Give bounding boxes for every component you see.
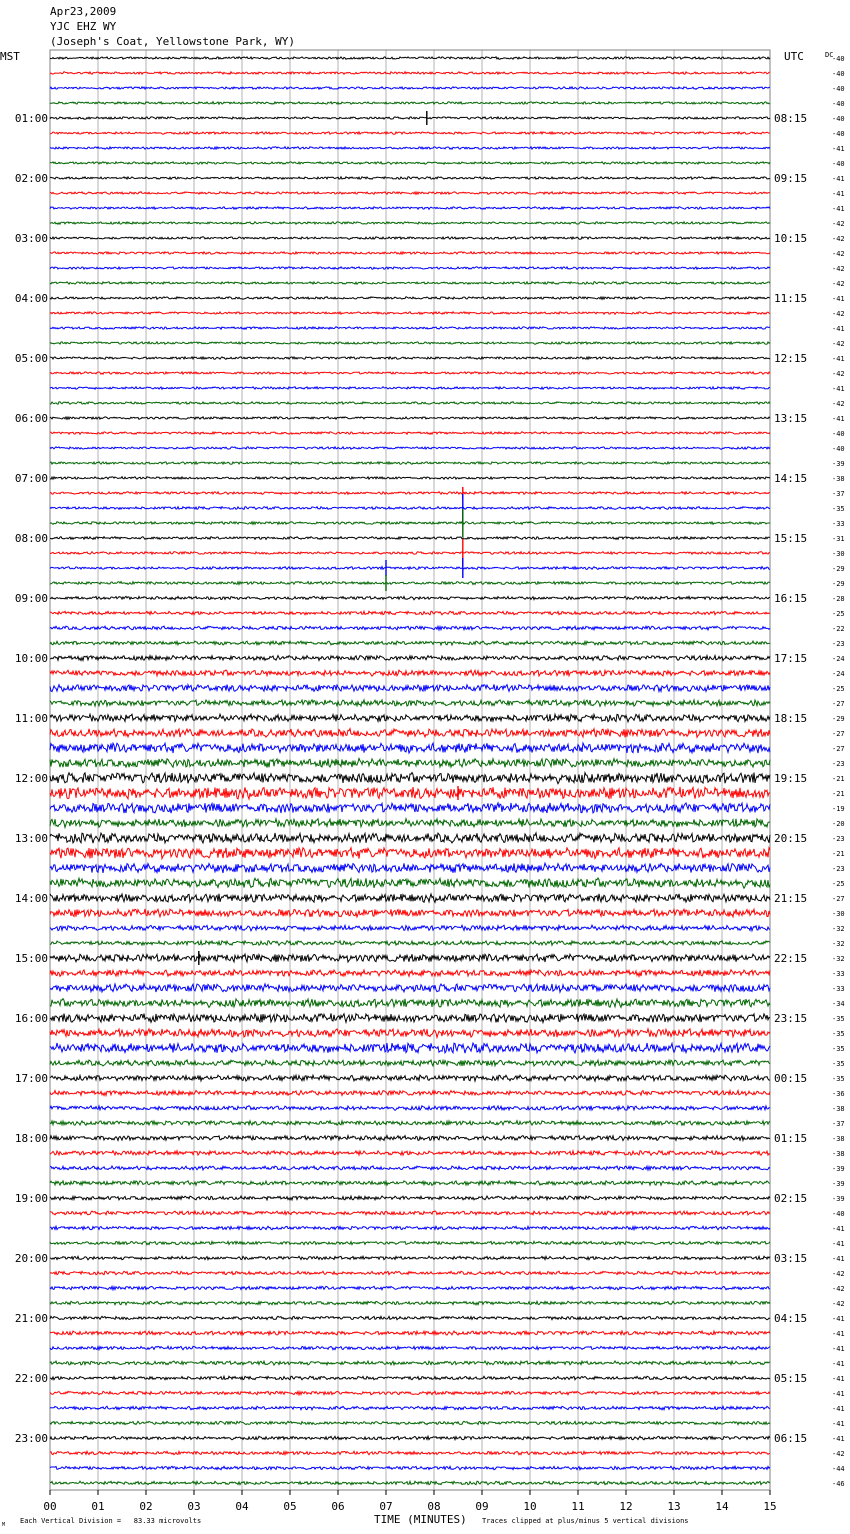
dc-offset-label: -41: [832, 1390, 845, 1398]
dc-offset-label: -35: [832, 505, 845, 513]
dc-offset-label: -40: [832, 115, 845, 123]
left-hour-label: 07:00: [14, 472, 48, 485]
trace-row: [50, 641, 770, 645]
dc-offset-label: -29: [832, 580, 845, 588]
trace-row: [50, 1436, 770, 1440]
dc-offset-label: -27: [832, 895, 845, 903]
dc-offset-label: -24: [832, 655, 845, 663]
dc-offset-label: -41: [832, 355, 845, 363]
trace-row: [50, 237, 770, 240]
dc-offset-label: -41: [832, 190, 845, 198]
left-hour-label: 02:00: [14, 172, 48, 185]
right-hour-label: 17:15: [774, 652, 808, 665]
dc-offset-label: -37: [832, 1120, 845, 1128]
trace-row: [50, 909, 770, 917]
trace-row: [50, 1376, 770, 1380]
dc-offset-label: -38: [832, 475, 845, 483]
trace-row: [50, 1331, 770, 1335]
trace-row: [50, 700, 770, 707]
dc-offset-label: -37: [832, 490, 845, 498]
trace-row: [50, 848, 770, 859]
dc-offset-label: -25: [832, 610, 845, 618]
x-tick-label: 12: [619, 1500, 633, 1513]
trace-row: [50, 537, 770, 540]
dc-offset-label: -42: [832, 1450, 845, 1458]
trace-row: [50, 417, 770, 420]
dc-offset-label: -39: [832, 1195, 845, 1203]
dc-offset-label: -20: [832, 820, 845, 828]
dc-offset-label: -40: [832, 430, 845, 438]
trace-row: [50, 507, 770, 510]
right-hour-label: 08:15: [774, 112, 808, 125]
trace-row: [50, 1075, 770, 1081]
dc-offset-label: -21: [832, 850, 845, 858]
trace-row: [50, 999, 770, 1008]
dc-offset-label: -40: [832, 160, 845, 168]
left-hour-label: 11:00: [14, 712, 48, 725]
dc-offset-label: -39: [832, 1165, 845, 1173]
trace-row: [50, 656, 770, 661]
trace-row: [50, 1166, 770, 1170]
trace-row: [50, 522, 770, 525]
trace-row: [50, 670, 770, 676]
left-hour-label: 05:00: [14, 352, 48, 365]
x-tick-label: 04: [235, 1500, 249, 1513]
dc-offset-label: -40: [832, 55, 845, 63]
trace-row: [50, 611, 770, 615]
right-hour-label: 15:15: [774, 532, 808, 545]
trace-row: [50, 773, 770, 784]
dc-offset-label: -40: [832, 85, 845, 93]
dc-offset-label: -33: [832, 970, 845, 978]
trace-row: [50, 819, 770, 828]
dc-offset-label: -23: [832, 760, 845, 768]
trace-row: [50, 447, 770, 450]
dc-offset-label: -42: [832, 220, 845, 228]
trace-row: [50, 1029, 770, 1038]
trace-row: [50, 117, 770, 120]
dc-offset-label: -41: [832, 1345, 845, 1353]
dc-offset-label: -36: [832, 1090, 845, 1098]
dc-offset-label: -41: [832, 1375, 845, 1383]
trace-row: [50, 462, 770, 465]
x-tick-label: 00: [43, 1500, 57, 1513]
trace-row: [50, 1106, 770, 1111]
left-hour-label: 20:00: [14, 1252, 48, 1265]
dc-offset-label: -41: [832, 1240, 845, 1248]
axis-labels: [15, 55, 845, 1513]
trace-row: [50, 192, 770, 195]
dc-offset-label: -32: [832, 955, 845, 963]
dc-offset-label: -42: [832, 310, 845, 318]
right-hour-label: 06:15: [774, 1432, 808, 1445]
dc-offset-label: -42: [832, 235, 845, 243]
trace-row: [50, 954, 770, 962]
x-tick-label: 10: [523, 1500, 537, 1513]
dc-offset-label: -39: [832, 1180, 845, 1188]
dc-offset-label: -42: [832, 265, 845, 273]
dc-offset-label: -41: [832, 1255, 845, 1263]
dc-offset-label: -30: [832, 910, 845, 918]
dc-offset-label: -23: [832, 865, 845, 873]
left-hour-label: 13:00: [14, 832, 48, 845]
dc-offset-label: -33: [832, 985, 845, 993]
dc-offset-label: -42: [832, 400, 845, 408]
dc-offset-label: -34: [832, 1000, 845, 1008]
right-hour-label: 19:15: [774, 772, 808, 785]
dc-offset-label: -40: [832, 70, 845, 78]
right-timezone: UTC: [784, 50, 804, 63]
left-hour-label: 01:00: [14, 112, 48, 125]
dc-offset-label: -21: [832, 790, 845, 798]
trace-row: [50, 878, 770, 888]
trace-row: [50, 1121, 770, 1126]
right-hour-label: 14:15: [774, 472, 808, 485]
dc-offset-label: -42: [832, 1270, 845, 1278]
trace-row: [50, 207, 770, 210]
x-tick-label: 07: [379, 1500, 393, 1513]
trace-row: [50, 282, 770, 285]
dc-offset-label: -41: [832, 1405, 845, 1413]
dc-offset-label: -42: [832, 1300, 845, 1308]
trace-row: [50, 984, 770, 992]
x-tick-label: 03: [187, 1500, 201, 1513]
clip-note: Traces clipped at plus/minus 5 vertical divisions: [482, 1517, 689, 1525]
x-tick-label: 09: [475, 1500, 489, 1513]
x-tick-label: 13: [667, 1500, 681, 1513]
trace-row: [50, 729, 770, 738]
trace-row: [50, 222, 770, 225]
trace-row: [50, 894, 770, 903]
left-hour-label: 18:00: [14, 1132, 48, 1145]
dc-offset-label: -35: [832, 1045, 845, 1053]
trace-row: [50, 1301, 770, 1305]
trace-row: [50, 492, 770, 495]
dc-offset-label: -33: [832, 520, 845, 528]
trace-row: [50, 267, 770, 270]
trace-row: [50, 327, 770, 330]
trace-row: [50, 342, 770, 345]
left-hour-label: 22:00: [14, 1372, 48, 1385]
trace-row: [50, 1211, 770, 1215]
right-hour-label: 12:15: [774, 352, 808, 365]
dc-offset-label: -28: [832, 595, 845, 603]
dc-offset-label: -42: [832, 340, 845, 348]
trace-row: [50, 1060, 770, 1066]
dc-offset-label: -41: [832, 385, 845, 393]
trace-row: [50, 582, 770, 585]
seismic-traces: [50, 57, 770, 1485]
trace-row: [50, 1196, 770, 1200]
trace-row: [50, 684, 770, 691]
left-hour-label: 03:00: [14, 232, 48, 245]
trace-row: [50, 1271, 770, 1275]
x-axis-title: TIME (MINUTES): [374, 1513, 467, 1526]
plot-frame: [50, 50, 770, 1490]
trace-row: [50, 72, 770, 75]
grid: [50, 50, 770, 1490]
trace-row: [50, 357, 770, 360]
trace-row: [50, 1226, 770, 1230]
dc-offset-label: -35: [832, 1060, 845, 1068]
dc-offset-label: -32: [832, 940, 845, 948]
dc-offset-label: -46: [832, 1480, 845, 1488]
left-hour-label: 19:00: [14, 1192, 48, 1205]
dc-offset-label: -40: [832, 100, 845, 108]
left-hour-label: 15:00: [14, 952, 48, 965]
trace-row: [50, 1421, 770, 1424]
x-tick-label: 01: [91, 1500, 105, 1513]
corner-mark: M: [2, 1522, 6, 1528]
left-hour-label: 06:00: [14, 412, 48, 425]
trace-row: [50, 387, 770, 390]
trace-row: [50, 714, 770, 722]
left-hour-label: 04:00: [14, 292, 48, 305]
left-hour-label: 10:00: [14, 652, 48, 665]
dc-offset-label: -21: [832, 775, 845, 783]
trace-row: [50, 596, 770, 599]
right-hour-label: 11:15: [774, 292, 808, 305]
dc-offset-label: -42: [832, 1285, 845, 1293]
dc-offset-label: -44: [832, 1465, 845, 1473]
right-hour-label: 09:15: [774, 172, 808, 185]
dc-offset-label: -40: [832, 445, 845, 453]
trace-row: [50, 567, 770, 570]
right-hour-label: 21:15: [774, 892, 808, 905]
dc-offset-label: -41: [832, 1330, 845, 1338]
trace-row: [50, 743, 770, 753]
left-hour-label: 09:00: [14, 592, 48, 605]
dc-offset-label: -19: [832, 805, 845, 813]
dc-offset-label: -41: [832, 1225, 845, 1233]
trace-row: [50, 147, 770, 150]
trace-row: [50, 758, 770, 767]
trace-row: [50, 1241, 770, 1244]
trace-row: [50, 1013, 770, 1022]
dc-offset-label: -40: [832, 130, 845, 138]
dc-offset-label: -38: [832, 1135, 845, 1143]
trace-row: [50, 477, 770, 480]
trace-row: [50, 132, 770, 135]
trace-row: [50, 402, 770, 405]
trace-row: [50, 1256, 770, 1260]
trace-row: [50, 925, 770, 931]
right-hour-label: 20:15: [774, 832, 808, 845]
left-hour-label: 12:00: [14, 772, 48, 785]
dc-offset-label: -31: [832, 535, 845, 543]
left-hour-label: 21:00: [14, 1312, 48, 1325]
trace-row: [50, 432, 770, 435]
dc-offset-label: -22: [832, 625, 845, 633]
trace-row: [50, 177, 770, 180]
dc-offset-label: -41: [832, 325, 845, 333]
dc-offset-label: -35: [832, 1075, 845, 1083]
dc-offset-label: -23: [832, 640, 845, 648]
trace-row: [50, 1406, 770, 1410]
header-date: Apr23,2009: [50, 5, 117, 18]
right-hour-label: 01:15: [774, 1132, 808, 1145]
right-hour-label: 23:15: [774, 1012, 808, 1025]
right-hour-label: 02:15: [774, 1192, 808, 1205]
dc-offset-label: -27: [832, 700, 845, 708]
dc-offset-label: -29: [832, 715, 845, 723]
dc-offset-label: -35: [832, 1030, 845, 1038]
left-hour-label: 16:00: [14, 1012, 48, 1025]
right-hour-label: 10:15: [774, 232, 808, 245]
trace-row: [50, 803, 770, 813]
dc-offset-label: -41: [832, 205, 845, 213]
trace-row: [50, 1466, 770, 1470]
dc-offset-label: -25: [832, 880, 845, 888]
trace-row: [50, 1136, 770, 1141]
dc-offset-label: -38: [832, 1105, 845, 1113]
dc-label: DC: [825, 51, 834, 59]
dc-offset-label: -27: [832, 745, 845, 753]
dc-offset-label: -32: [832, 925, 845, 933]
dc-offset-label: -42: [832, 280, 845, 288]
trace-row: [50, 1286, 770, 1290]
left-hour-label: 14:00: [14, 892, 48, 905]
left-hour-label: 17:00: [14, 1072, 48, 1085]
trace-row: [50, 787, 770, 799]
trace-row: [50, 1091, 770, 1096]
x-tick-label: 02: [139, 1500, 153, 1513]
trace-row: [50, 162, 770, 165]
scale-note: Each Vertical Division = 83.33 microvolts: [20, 1517, 202, 1525]
dc-offset-label: -41: [832, 295, 845, 303]
dc-offset-label: -40: [832, 1210, 845, 1218]
right-hour-label: 13:15: [774, 412, 808, 425]
trace-row: [50, 1481, 770, 1485]
dc-offset-label: -42: [832, 250, 845, 258]
trace-row: [50, 87, 770, 90]
right-hour-label: 05:15: [774, 1372, 808, 1385]
trace-row: [50, 1346, 770, 1350]
right-hour-label: 04:15: [774, 1312, 808, 1325]
trace-row: [50, 552, 770, 555]
trace-row: [50, 252, 770, 255]
dc-offset-label: -41: [832, 1435, 845, 1443]
trace-row: [50, 372, 770, 375]
trace-row: [50, 1151, 770, 1156]
x-tick-label: 14: [715, 1500, 729, 1513]
trace-row: [50, 1391, 770, 1395]
header-station: YJC EHZ WY: [50, 20, 117, 33]
trace-row: [50, 57, 770, 60]
dc-offset-label: -39: [832, 460, 845, 468]
trace-row: [50, 626, 770, 630]
trace-row: [50, 1043, 770, 1053]
left-timezone: MST: [0, 50, 20, 63]
trace-row: [50, 312, 770, 315]
x-tick-label: 11: [571, 1500, 585, 1513]
dc-offset-label: -29: [832, 565, 845, 573]
dc-offset-label: -42: [832, 370, 845, 378]
dc-offset-label: -41: [832, 415, 845, 423]
dc-offset-label: -35: [832, 1015, 845, 1023]
right-hour-label: 00:15: [774, 1072, 808, 1085]
trace-row: [50, 863, 770, 873]
trace-row: [50, 1181, 770, 1186]
dc-offset-label: -30: [832, 550, 845, 558]
trace-row: [50, 970, 770, 977]
trace-row: [50, 833, 770, 843]
right-hour-label: 18:15: [774, 712, 808, 725]
left-hour-label: 23:00: [14, 1432, 48, 1445]
dc-offset-label: -24: [832, 670, 845, 678]
trace-row: [50, 1316, 770, 1320]
trace-row: [50, 1361, 770, 1365]
dc-offset-label: -41: [832, 1315, 845, 1323]
dc-offset-label: -27: [832, 730, 845, 738]
right-hour-label: 22:15: [774, 952, 808, 965]
right-hour-label: 16:15: [774, 592, 808, 605]
trace-row: [50, 102, 770, 105]
x-tick-label: 15: [763, 1500, 777, 1513]
dc-offset-label: -23: [832, 835, 845, 843]
trace-row: [50, 941, 770, 946]
dc-offset-label: -25: [832, 685, 845, 693]
right-hour-label: 03:15: [774, 1252, 808, 1265]
dc-offset-label: -41: [832, 1360, 845, 1368]
trace-row: [50, 297, 770, 300]
header-location: (Joseph's Coat, Yellowstone Park, WY): [50, 35, 296, 48]
left-hour-label: 08:00: [14, 532, 48, 545]
dc-offset-label: -41: [832, 175, 845, 183]
x-tick-label: 05: [283, 1500, 297, 1513]
x-tick-label: 08: [427, 1500, 441, 1513]
dc-offset-label: -41: [832, 1420, 845, 1428]
x-tick-label: 06: [331, 1500, 345, 1513]
trace-row: [50, 1451, 770, 1455]
dc-offset-label: -41: [832, 145, 845, 153]
dc-offset-label: -38: [832, 1150, 845, 1158]
